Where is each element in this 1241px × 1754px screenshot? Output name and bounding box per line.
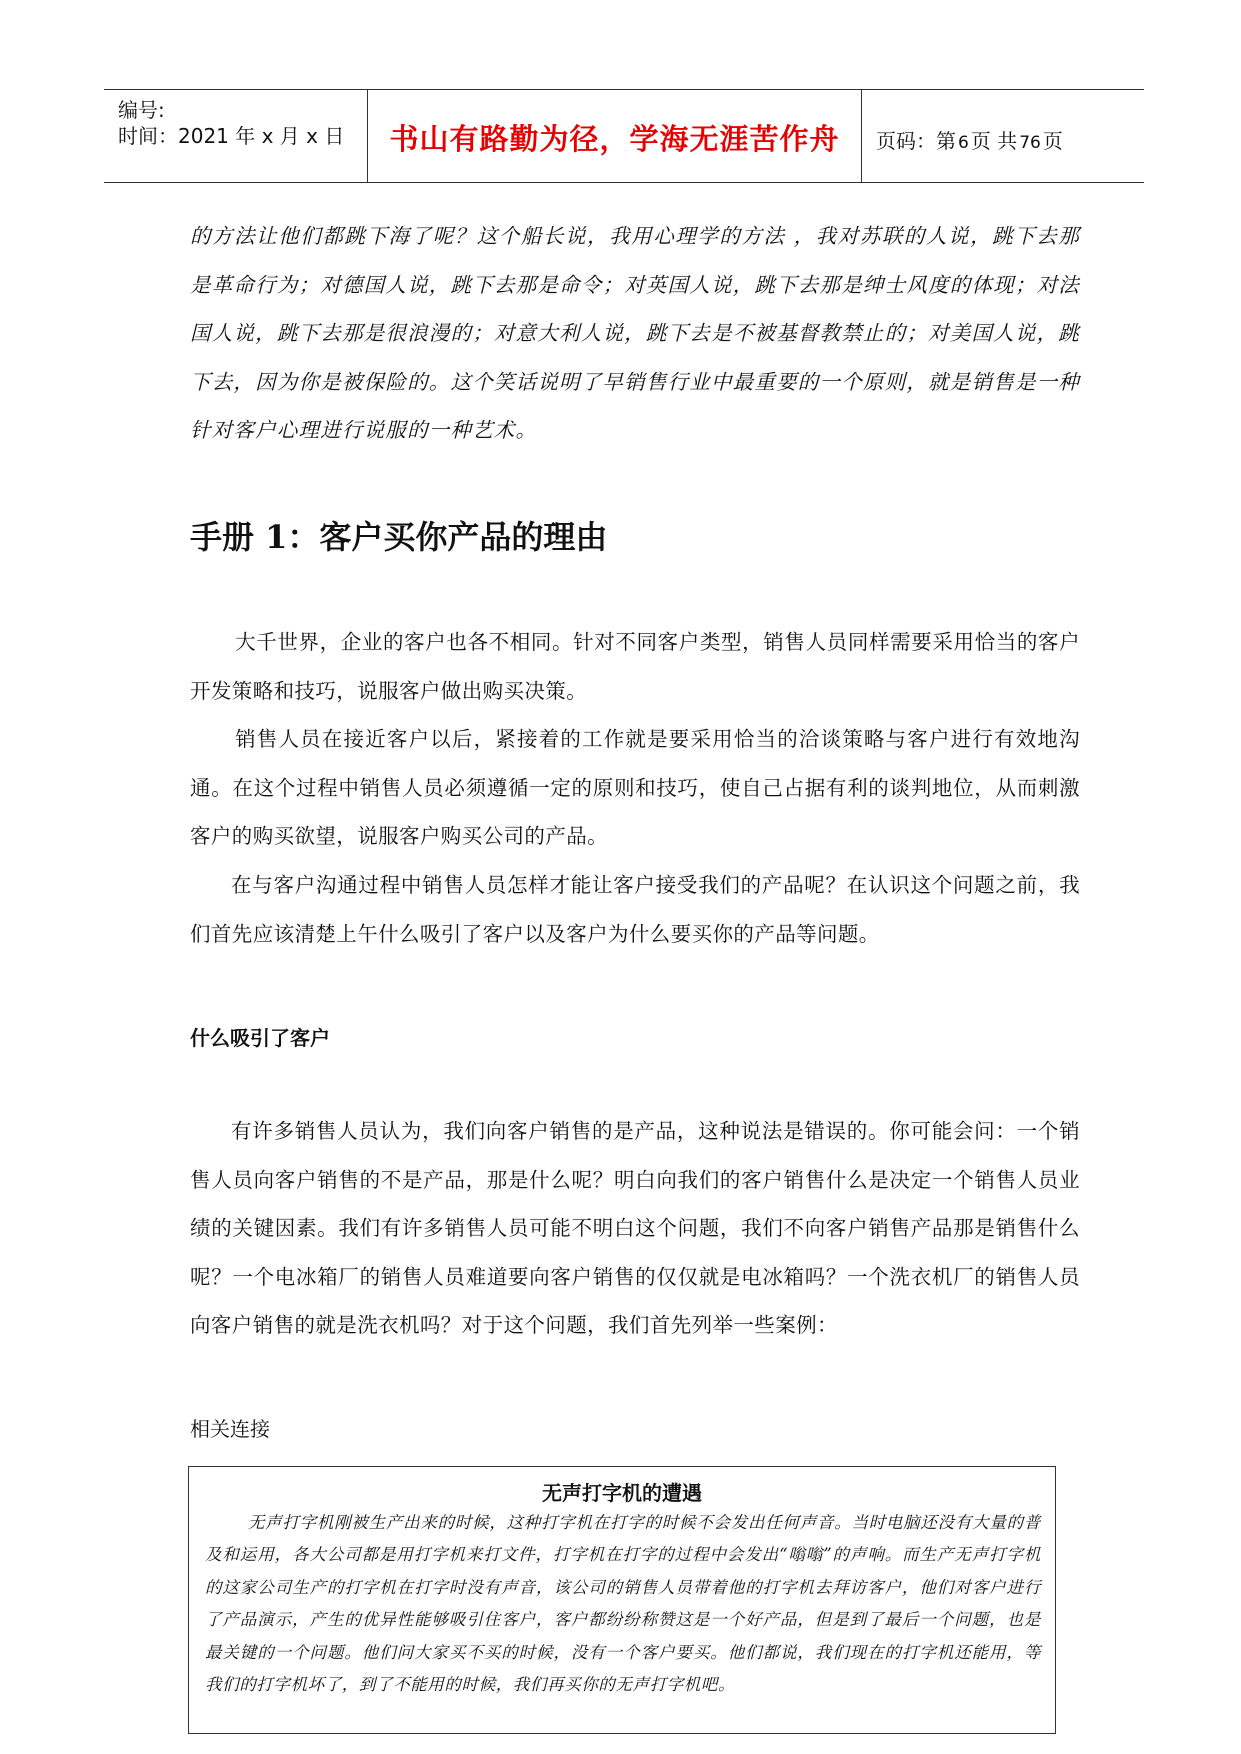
related-case-title: 无声打字机的遭遇 bbox=[542, 1481, 702, 1505]
page-current: 6 bbox=[958, 133, 969, 153]
page-header bbox=[104, 89, 1144, 183]
related-case-box bbox=[188, 1466, 1056, 1734]
page-number bbox=[876, 125, 1063, 154]
page-mid: 页 共 bbox=[970, 129, 1018, 153]
header-motto-cell bbox=[367, 90, 862, 182]
page-total: 76 bbox=[1019, 133, 1041, 153]
related-label: 相关连接 bbox=[190, 1417, 270, 1441]
related-case-text: 无声打字机刚被生产出来的时候，这种打字机在打字的时候不会发出任何声音。当时电脑还没有大量的普及和运用，各大公司都是用打字机来打文件，打字机在打字的过程中会发出“嗡嗡”的声响。而生产无声打字机的这家公司生产的打字机在打字时没有声音，该公司的销售人员带着他的打字机去拜访客户，他们对客户进行了产品演示，产生的优异性能够吸引住客户，客户都纷纷称赞这是一个好产品，但是到了最后一个问题，也是最关键的一个问题。他们问大家买不买的时候，没有一个客户要买。他们都说，我们现在的打字机还能用，等我们的打字机坏了，到了不能用的时候，我们再买你的无声打字机吧。 bbox=[205, 1513, 1041, 1695]
document-code-label: 编号: bbox=[118, 98, 165, 122]
page-prefix: 页码：第 bbox=[876, 129, 956, 153]
body-paragraph-4: 有许多销售人员认为，我们向客户销售的是产品，这种说法是错误的。你可能会问：一个销售人员向客户销售的不是产品，那是什么呢？明白向我们的客户销售什么是决定一个销售人员业绩的关键因素。我们有许多销售人员可能不明白这个问题，我们不向客户销售产品那是销售什么呢？一个电冰箱厂的销售人员难道要向客户销售的仅仅就是电冰箱吗？一个洗衣机厂的销售人员向客户销售的就是洗衣机吗？对于这个问题，我们首先列举一些案例： bbox=[190, 1119, 1080, 1338]
header-motto: 书山有路勤为径，学海无涯苦作舟 bbox=[389, 122, 840, 156]
page-suffix: 页 bbox=[1042, 129, 1063, 153]
header-page-cell bbox=[862, 90, 1144, 182]
section-title: 手册 1：客户买你产品的理由 bbox=[190, 518, 608, 556]
body-paragraph-2: 销售人员在接近客户以后，紧接着的工作就是要采用恰当的洽谈策略与客户进行有效地沟通。在这个过程中销售人员必须遵循一定的原则和技巧，使自己占据有利的谈判地位，从而刺激客户的购买欲望，说服客户购买公司的产品。 bbox=[190, 727, 1080, 849]
body-paragraph-3: 在与客户沟通过程中销售人员怎样才能让客户接受我们的产品呢？在认识这个问题之前，我们首先应该清楚上午什么吸引了客户以及客户为什么要买你的产品等问题。 bbox=[190, 873, 1080, 946]
header-left-cell bbox=[104, 90, 366, 182]
intro-paragraph: 的方法让他们都跳下海了呢？这个船长说，我用心理学的方法 ，我对苏联的人说，跳下去那是革命行为；对德国人说，跳下去那是命令；对英国人说，跳下去那是绅士风度的体现；对法国人说，跳下去那是很浪漫的；对意大利人说，跳下去是不被基督教禁止的；对美国人说，跳下去，因为你是被保险的。这个笑话说明了早销售行业中最重要的一个原则，就是销售是一种针对客户心理进行说服的一种艺术。 bbox=[190, 224, 1080, 443]
document-date: 时间：2021 年 x 月 x 日 bbox=[118, 124, 345, 148]
body-paragraph-1: 大千世界，企业的客户也各不相同。针对不同客户类型，销售人员同样需要采用恰当的客户开发策略和技巧，说服客户做出购买决策。 bbox=[190, 630, 1080, 703]
subheading: 什么吸引了客户 bbox=[190, 1026, 330, 1050]
